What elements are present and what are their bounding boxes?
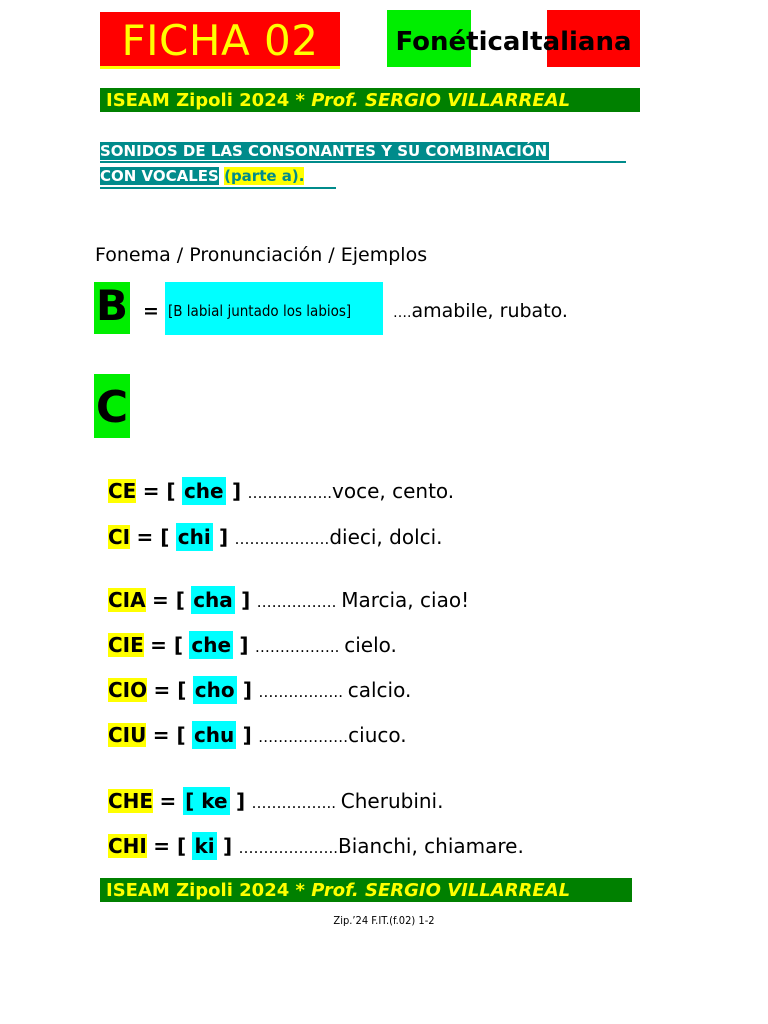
examples: calcio. bbox=[347, 678, 412, 702]
dots: …………….. bbox=[258, 683, 348, 701]
bracket-close: ] bbox=[231, 479, 242, 503]
subtitle-underline-1 bbox=[100, 161, 626, 163]
pronunciation: chu bbox=[193, 723, 235, 747]
list-item bbox=[108, 831, 524, 861]
school-banner-top bbox=[100, 88, 640, 112]
fonema-header: Fonema / Pronunciación / Ejemplos bbox=[95, 244, 428, 266]
flag-title: FonéticaItaliana bbox=[395, 27, 632, 57]
pronunciation: che bbox=[183, 479, 224, 503]
pronunciation: cha bbox=[193, 588, 233, 612]
school-banner-bottom bbox=[100, 878, 632, 902]
b-dots: …. bbox=[393, 305, 412, 321]
syllable: CHE bbox=[108, 789, 154, 813]
list-item bbox=[108, 675, 411, 705]
equals-bracket-open: = [ bbox=[136, 525, 170, 549]
syllable: CIO bbox=[108, 678, 148, 702]
subtitle-part: (parte a). bbox=[224, 167, 305, 185]
pronunciation-bracketed: [ ke bbox=[185, 789, 228, 813]
letter-c: C bbox=[94, 374, 130, 438]
bracket-close: ] bbox=[222, 834, 233, 858]
footer-note: Zip.’24 F.IT.(f.02) 1-2 bbox=[333, 914, 435, 927]
bracket-close: ] bbox=[219, 525, 229, 549]
equals-bracket-open: = [ bbox=[151, 588, 185, 612]
subtitle-underline-2 bbox=[100, 187, 336, 189]
professor-name: Prof. SERGIO VILLARREAL bbox=[311, 90, 571, 111]
equals-bracket-open: = bbox=[159, 789, 184, 813]
dots: …………….. bbox=[254, 638, 345, 656]
bracket-close: ] bbox=[242, 678, 253, 702]
syllable: CI bbox=[108, 525, 131, 549]
examples: Marcia, ciao! bbox=[341, 588, 470, 612]
b-examples-line bbox=[393, 300, 568, 322]
ficha-title-box bbox=[100, 12, 340, 69]
subtitle-line-1 bbox=[100, 140, 626, 162]
examples: dieci, dolci. bbox=[329, 525, 443, 549]
subtitle-text-1: SONIDOS DE LAS CONSONANTES Y SU COMBINACIÓN bbox=[100, 142, 548, 160]
examples: voce, cento. bbox=[332, 479, 455, 503]
list-item bbox=[108, 585, 469, 615]
examples: cielo. bbox=[344, 633, 397, 657]
equals-sign: = bbox=[143, 300, 159, 322]
pronunciation: cho bbox=[194, 678, 235, 702]
dots: …………….. bbox=[251, 794, 341, 812]
bracket-close: ] bbox=[235, 789, 246, 813]
dots: ……………… bbox=[258, 728, 349, 746]
b-examples: amabile, rubato. bbox=[411, 300, 568, 322]
syllable: CIU bbox=[108, 723, 147, 747]
examples: Bianchi, chiamare. bbox=[338, 834, 524, 858]
syllable: CE bbox=[108, 479, 137, 503]
ficha-title: FICHA 02 bbox=[121, 16, 319, 65]
dots: …………….. bbox=[247, 484, 333, 502]
syllable: CIE bbox=[108, 633, 144, 657]
bracket-close: ] bbox=[242, 723, 252, 747]
pronunciation: che bbox=[191, 633, 232, 657]
b-pronunciation: [B labial juntado los labios] bbox=[165, 282, 383, 335]
equals-bracket-open: = [ bbox=[152, 723, 186, 747]
equals-bracket-open: = [ bbox=[150, 633, 184, 657]
list-item bbox=[108, 630, 397, 660]
equals-bracket-open: = [ bbox=[142, 479, 176, 503]
subtitle-line-2 bbox=[100, 165, 626, 187]
dots: ……………. bbox=[256, 593, 342, 611]
subtitle-text-2: CON VOCALES bbox=[100, 167, 219, 185]
syllable: CIA bbox=[108, 588, 146, 612]
bracket-close: ] bbox=[239, 633, 249, 657]
dots: ……………….. bbox=[238, 839, 339, 857]
equals-bracket-open: = [ bbox=[153, 678, 187, 702]
pronunciation: ki bbox=[194, 834, 215, 858]
letter-b: B bbox=[94, 282, 130, 334]
school-name: ISEAM Zipoli 2024 * bbox=[106, 90, 312, 111]
list-item bbox=[108, 786, 443, 816]
list-item bbox=[108, 720, 407, 750]
professor-name: Prof. SERGIO VILLARREAL bbox=[311, 880, 571, 901]
examples: ciuco. bbox=[348, 723, 407, 747]
equals-bracket-open: = [ bbox=[153, 834, 187, 858]
list-item bbox=[108, 476, 454, 506]
bracket-close: ] bbox=[241, 588, 251, 612]
examples: Cherubini. bbox=[340, 789, 444, 813]
pronunciation: ke bbox=[201, 789, 228, 813]
dots: ………………. bbox=[234, 530, 330, 548]
syllable: CHI bbox=[108, 834, 147, 858]
pronunciation: chi bbox=[177, 525, 211, 549]
school-name: ISEAM Zipoli 2024 * bbox=[106, 880, 312, 901]
list-item bbox=[108, 522, 443, 552]
